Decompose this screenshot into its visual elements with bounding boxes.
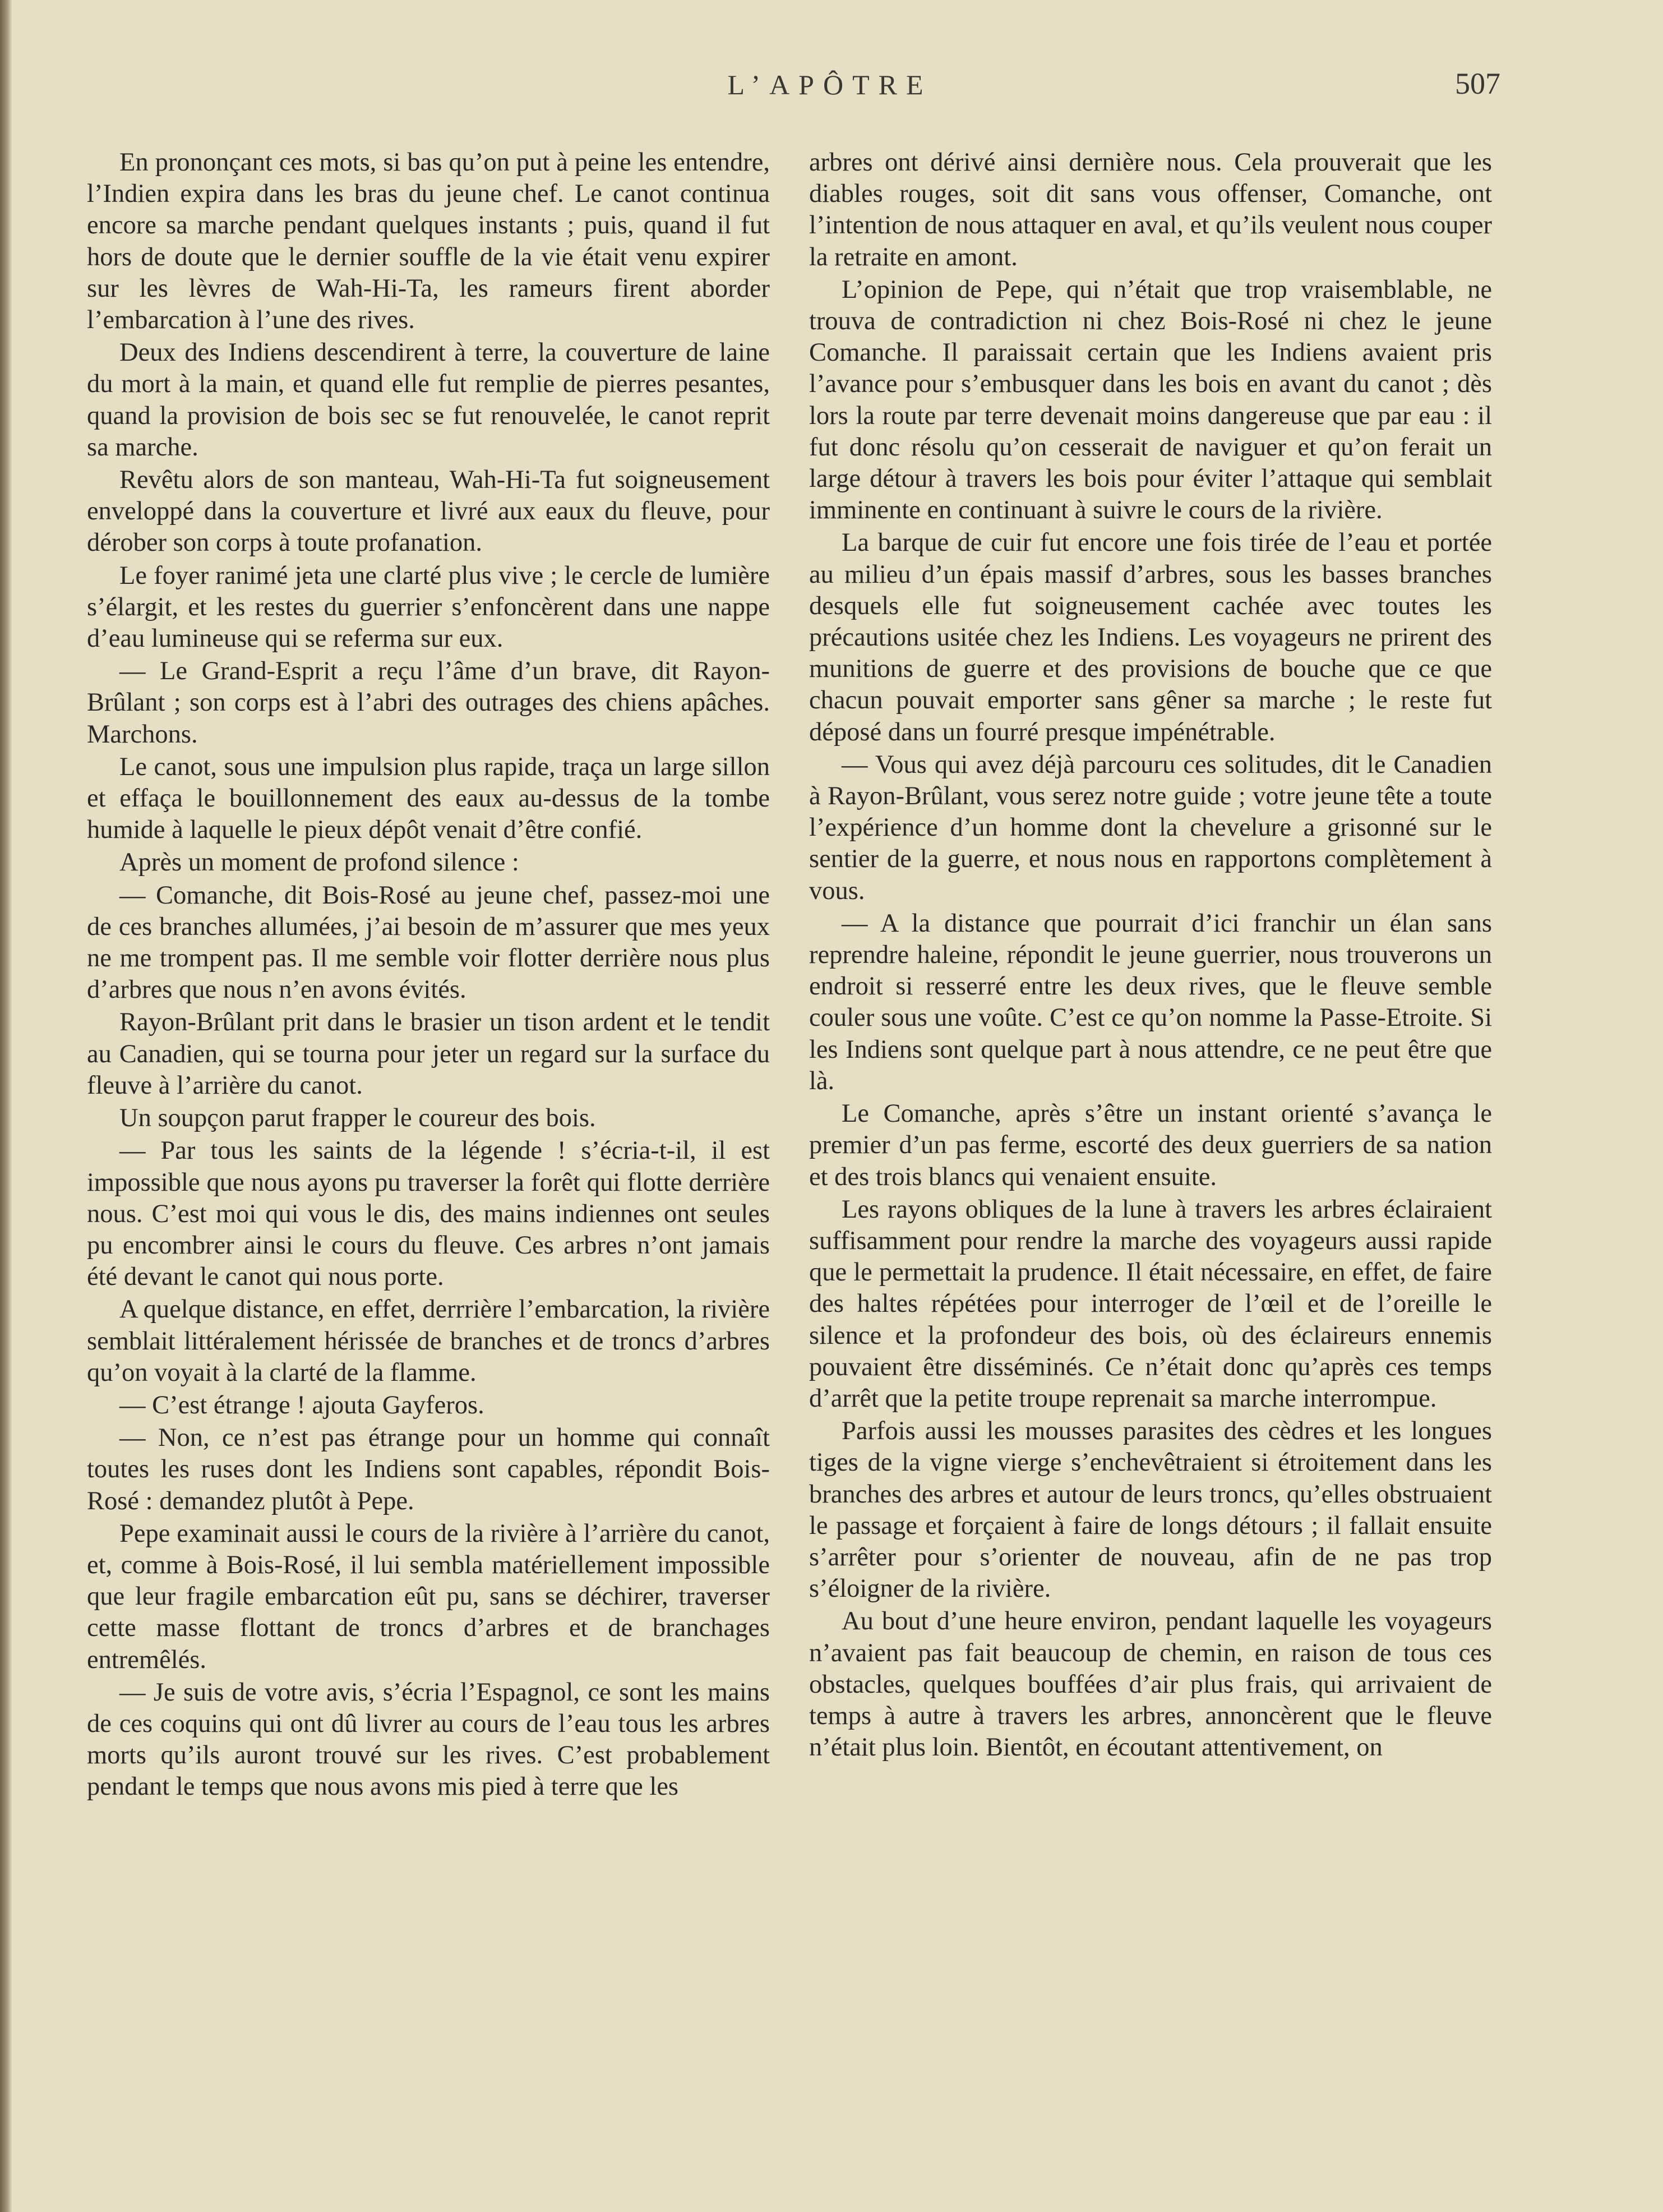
paragraph: Parfois aussi les mousses parasites des cèdres et les longues tiges de la vigne vierge s’enchevêtraient si étroitement dans les branches des arbres et autour de leurs troncs, qu’elles obstruaient le passage et forçaient à faire de longs détours ; il fallait ensuite s’arrêter pour s’orienter de nouveau, afin de ne pas trop s’éloigner de la rivière.	[809, 1417, 1492, 1603]
running-title: L’APÔTRE	[727, 69, 932, 100]
paragraph: Pepe examinait aussi le cours de la rivière à l’arrière du canot, et, comme à Bois-Rosé, il lui sembla matériellement impossible que leur fragile embarcation eût pu, sans se déchirer, traverser cette masse flottant de troncs d’arbres et de branchages entremêlés.	[87, 1519, 770, 1674]
paragraph: L’opinion de Pepe, qui n’était que trop vraisemblable, ne trouva de contradiction ni chez Bois-Rosé ni chez le jeune Comanche. Il paraissait certain que les Indiens avaient pris l’avance pour s’embusquer dans les bois en avant du canot ; dès lors la route par terre devenait moins dangereuse que par eau : il fut donc résolu qu’on cesserait de naviguer et qu’on ferait un large détour à travers les bois pour éviter l’attaque qui semblait imminente en continuant à suivre le cours de la rivière.	[809, 275, 1492, 525]
paragraph: — A la distance que pourrait d’ici franchir un élan sans reprendre haleine, répondit le jeune guerrier, nous trouverons un endroit si resserré entre les deux rives, que le fleuve semble couler sous une voûte. C’est ce qu’on nomme la Passe-Etroite. Si les Indiens sont quelque part à nous attendre, ce ne peut être que là.	[809, 909, 1492, 1095]
page-number: 507	[1455, 67, 1500, 100]
binding-edge-shadow	[0, 0, 12, 2212]
paragraph: — Par tous les saints de la légende ! s’écria-t-il, il est impossible que nous ayons pu traverser la forêt qui flotte derrière nous. C’est moi qui vous le dis, des mains indiennes ont seules pu encombrer ainsi le cours du fleuve. Ces arbres n’ont jamais été devant le canot qui nous porte.	[87, 1136, 770, 1292]
paragraph: Un soupçon parut frapper le coureur des bois.	[119, 1104, 596, 1133]
paragraph: — C’est étrange ! ajouta Gayferos.	[119, 1390, 484, 1420]
paragraph-continuation: arbres ont dérivé ainsi dernière nous. Cela prouverait que les diables rouges, soit dit sans vous offenser, Comanche, ont l’intention de nous attaquer en aval, et qu’ils veulent nous couper la retraite en amont.	[809, 148, 1492, 271]
paragraph: — Vous qui avez déjà parcouru ces solitudes, dit le Canadien à Rayon-Brûlant, vous serez notre guide ; votre jeune tête a toute l’expérience d’un homme dont la chevelure a grisonné sur le sentier de la guerre, et nous nous en rapportons complètement à vous.	[809, 750, 1492, 905]
paragraph: Après un moment de profond silence :	[119, 848, 519, 877]
paragraph: En prononçant ces mots, si bas qu’on put à peine les entendre, l’Indien expira dans les bras du jeune chef. Le canot continua encore sa marche pendant quelques instants ; puis, quand il fut hors de doute que le dernier souffle de la vie était venu expirer sur les lèvres de Wah-Hi-Ta, les rameurs firent aborder l’embarcation à l’une des rives.	[87, 148, 770, 335]
paragraph: — Le Grand-Esprit a reçu l’âme d’un brave, dit Rayon-Brûlant ; son corps est à l’abri des outrages des chiens apâches. Marchons.	[87, 657, 770, 749]
paragraph: — Je suis de votre avis, s’écria l’Espagnol, ce sont les mains de ces coquins qui ont dû livrer au cours de l’eau tous les arbres morts qu’ils auront trouvé sur les rives. C’est probablement pendant le temps que nous avons mis pied à terre que les	[87, 1678, 770, 1801]
paragraph: Le Comanche, après s’être un instant orienté s’avança le premier d’un pas ferme, escorté des deux guerriers de sa nation et des trois blancs qui venaient ensuite.	[809, 1099, 1492, 1191]
paragraph: Au bout d’une heure environ, pendant laquelle les voyageurs n’avaient pas fait beaucoup de chemin, en raison de tous ces obstacles, quelques bouffées d’air plus frais, qui arrivaient de temps à autre à travers les arbres, annoncèrent que le fleuve n’était plus loin. Bientôt, en écoutant attentivement, on	[809, 1607, 1492, 1762]
paragraph: Le foyer ranimé jeta une clarté plus vive ; le cercle de lumière s’élargit, et les restes du guerrier s’enfoncèrent dans une nappe d’eau lumineuse qui se referma sur eux.	[87, 561, 770, 653]
paragraph: — Non, ce n’est pas étrange pour un homme qui connaît toutes les ruses dont les Indiens sont capables, répondit Bois-Rosé : demandez plutôt à Pepe.	[87, 1423, 770, 1515]
paragraph: Deux des Indiens descendirent à terre, la couverture de laine du mort à la main, et quand elle fut remplie de pierres pesantes, quand la provision de bois sec se fut renouvelée, le canot reprit sa marche.	[87, 338, 770, 462]
paragraph: Le canot, sous une impulsion plus rapide, traça un large sillon et effaça le bouillonnement des eaux au-dessus de la tombe humide à laquelle le pieux dépôt venait d’être confié.	[87, 752, 770, 845]
paragraph: A quelque distance, en effet, derrrière l’embarcation, la rivière semblait littéralement hérissée de branches et de troncs d’arbres qu’on voyait à la clarté de la flamme.	[87, 1295, 770, 1387]
paragraph: La barque de cuir fut encore une fois tirée de l’eau et portée au milieu d’un épais massif d’arbres, sous les basses branches desquels elle fut soigneusement cachée avec toutes les précautions usitée chez les Indiens. Les voyageurs ne prirent des munitions de guerre et des provisions de bouche que ce que chacun pouvait emporter sans gêner sa marche ; le reste fut déposé dans un fourré presque impénétrable.	[809, 528, 1492, 746]
paragraph: Rayon-Brûlant prit dans le brasier un tison ardent et le tendit au Canadien, qui se tourna pour jeter un regard sur la surface du fleuve à l’arrière du canot.	[87, 1008, 770, 1100]
paragraph: Les rayons obliques de la lune à travers les arbres éclairaient suffisamment pour rendre la marche des voyageurs aussi rapide que le permettait la prudence. Il était nécessaire, en effet, de faire des haltes répétées pour interroger de l’œil et de l’oreille le silence et la profondeur des bois, où des éclaireurs ennemis pouvaient être disséminés. Ce n’était donc qu’après ces temps d’arrêt que la petite troupe reprenait sa marche interrompue.	[809, 1195, 1492, 1413]
right-column	[809, 147, 1492, 1764]
left-column	[87, 147, 770, 1804]
paragraph: Revêtu alors de son manteau, Wah-Hi-Ta fut soigneusement enveloppé dans la couverture et livré aux eaux du fleuve, pour dérober son corps à toute profanation.	[87, 466, 770, 557]
paragraph: — Comanche, dit Bois-Rosé au jeune chef, passez-moi une de ces branches allumées, j’ai besoin de m’assurer que mes yeux ne me trompent pas. Il me semble voir flotter derrière nous plus d’arbres que nous n’en avons évités.	[87, 881, 770, 1004]
